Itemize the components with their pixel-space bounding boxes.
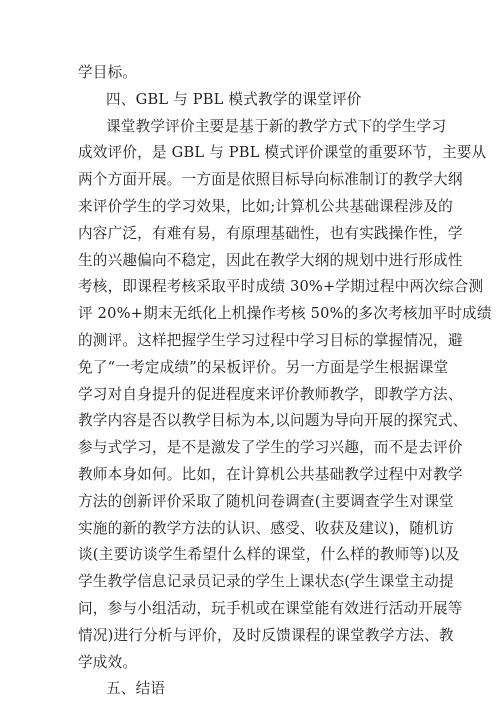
section-heading: 四、GBL 与 PBL 模式教学的课堂评价 (106, 90, 362, 108)
paragraph-line: 考核，即课程考核采取平时成绩 30%+学期过程中两次综合测 (78, 278, 484, 296)
paragraph-line: 来评价学生的学习效果，比如;计算机公共基础课程涉及的 (78, 198, 453, 215)
paragraph-line: 的测评。这样把握学生学习过程中学习目标的掌握情况，避 (78, 332, 463, 349)
paragraph-line: 学成效。 (78, 653, 138, 671)
paragraph-line: 教学内容是否以教学目标为本,以问题为导向开展的探究式、 (78, 412, 468, 430)
paragraph-line: 课堂教学评价主要是基于新的教学方式下的学生学习 (106, 117, 447, 135)
paragraph-line: 两个方面开展。一方面是依照目标导向标准制订的教学大纲 (78, 171, 463, 189)
paragraph-line: 学习对自身提升的促进程度来评价教师教学，即教学方法、 (78, 385, 463, 403)
paragraph-line: 生的兴趣偏向不稳定，因此在教学大纲的规划中进行形成性 (78, 251, 463, 269)
paragraph-line: 教师本身如何。比如，在计算机公共基础教学过程中对教学 (78, 466, 463, 483)
paragraph-line: 学目标。 (78, 64, 138, 81)
paragraph-line: 免了“一考定成绩”的呆板评价。另一方面是学生根据课堂 (78, 358, 449, 376)
paragraph-line: 评 20%+期末无纸化上机操作考核 50%的多次考核加平时成绩 (78, 305, 492, 323)
section-heading: 五、结语 (106, 680, 166, 698)
paragraph-line: 问，参与小组活动，玩手机或在课堂能有效进行活动开展等 (78, 600, 463, 617)
paragraph-line: 实施的新的教学方法的认识、感受、收获及建议)，随机访 (78, 519, 454, 537)
paragraph-line: 参与式学习，是不是激发了学生的学习兴趣，而不是去评价 (78, 439, 463, 457)
paragraph-line: 内容广泛，有难有易，有原理基础性，也有实践操作性，学 (78, 224, 463, 242)
paragraph-line: 成效评价，是 GBL 与 PBL 模式评价课堂的重要环节，主要从 (78, 144, 487, 162)
paragraph-line: 情况)进行分析与评价，及时反馈课程的课堂教学方法、教 (78, 626, 454, 644)
paragraph-line: 学生教学信息记录员记录的学生上课状态(学生课堂主动提 (78, 573, 454, 591)
paragraph-line: 谈(主要访谈学生希望什么样的课堂，什么样的教师等)以及 (78, 546, 460, 564)
paragraph-line: 方法的创新评价采取了随机问卷调查(主要调查学生对课堂 (78, 492, 454, 510)
